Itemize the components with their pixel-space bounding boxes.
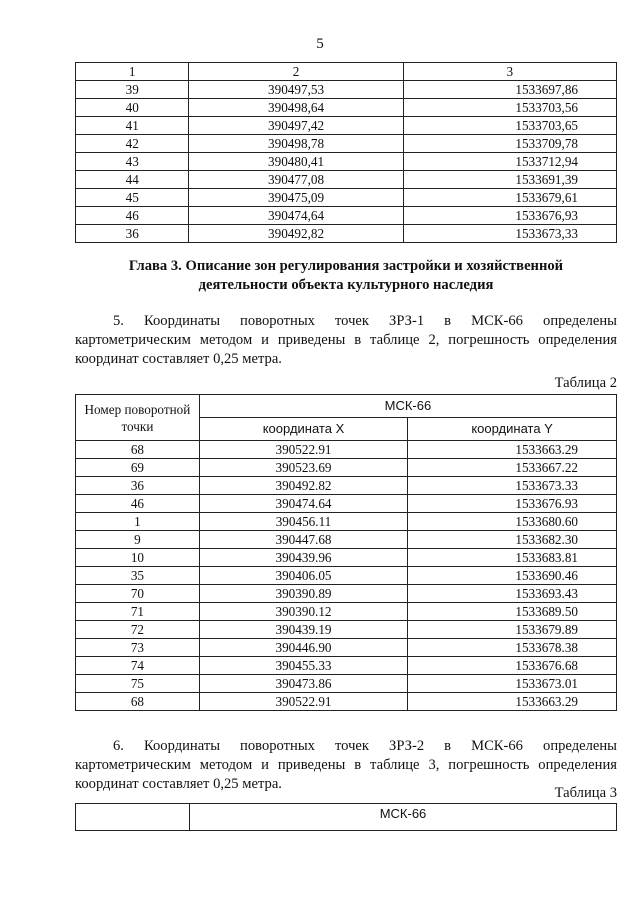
table-row bbox=[76, 477, 617, 495]
x-coordinate-cell: 390497,42 bbox=[189, 117, 403, 135]
x-coordinate-cell: 390475,09 bbox=[189, 189, 403, 207]
table-row bbox=[76, 117, 617, 135]
y-coordinate-cell: 1533667.22 bbox=[408, 459, 617, 477]
point-number-cell: 36 bbox=[76, 225, 189, 243]
table-row bbox=[76, 693, 617, 711]
column-number-3: 3 bbox=[403, 63, 616, 81]
x-coordinate-cell: 390456.11 bbox=[199, 513, 407, 531]
table-row bbox=[76, 99, 617, 117]
table-row bbox=[76, 513, 617, 531]
x-coordinate-cell: 390474.64 bbox=[199, 495, 407, 513]
x-coordinate-cell: 390480,41 bbox=[189, 153, 403, 171]
point-number-cell: 10 bbox=[76, 549, 200, 567]
table-3-zrz2-coordinates bbox=[75, 803, 617, 831]
y-coordinate-cell: 1533703,56 bbox=[403, 99, 616, 117]
table-row bbox=[76, 603, 617, 621]
x-coordinate-cell: 390446.90 bbox=[199, 639, 407, 657]
table-row bbox=[76, 459, 617, 477]
column-number-1: 1 bbox=[76, 63, 189, 81]
table-2-zrz1-coordinates bbox=[75, 394, 617, 711]
x-coordinate-cell: 390447.68 bbox=[199, 531, 407, 549]
point-number-cell: 41 bbox=[76, 117, 189, 135]
y-coordinate-cell: 1533679,61 bbox=[403, 189, 616, 207]
x-coordinate-cell: 390523.69 bbox=[199, 459, 407, 477]
table1-body bbox=[76, 81, 617, 243]
table-row bbox=[76, 225, 617, 243]
x-coordinate-cell: 390406.05 bbox=[199, 567, 407, 585]
y-coordinate-cell: 1533691,39 bbox=[403, 171, 616, 189]
y-coordinate-cell: 1533676.93 bbox=[408, 495, 617, 513]
point-number-cell: 68 bbox=[76, 441, 200, 459]
table-row bbox=[76, 153, 617, 171]
point-number-cell: 75 bbox=[76, 675, 200, 693]
y-coordinate-cell: 1533697,86 bbox=[403, 81, 616, 99]
x-coordinate-cell: 390390.12 bbox=[199, 603, 407, 621]
x-coordinate-cell: 390439.19 bbox=[199, 621, 407, 639]
x-coordinate-header: координата X bbox=[199, 418, 407, 441]
table-row bbox=[76, 531, 617, 549]
table-2-caption: Таблица 2 bbox=[554, 375, 617, 391]
point-number-cell: 73 bbox=[76, 639, 200, 657]
table-row bbox=[76, 675, 617, 693]
table-row bbox=[76, 639, 617, 657]
point-number-cell: 68 bbox=[76, 693, 200, 711]
table-header-row bbox=[76, 395, 617, 418]
y-coordinate-cell: 1533689.50 bbox=[408, 603, 617, 621]
x-coordinate-cell: 390492.82 bbox=[199, 477, 407, 495]
table-header-row bbox=[76, 63, 617, 81]
x-coordinate-cell: 390473.86 bbox=[199, 675, 407, 693]
point-number-cell: 43 bbox=[76, 153, 189, 171]
table2-body bbox=[76, 441, 617, 711]
y-coordinate-header: координата Y bbox=[408, 418, 617, 441]
y-coordinate-cell: 1533703,65 bbox=[403, 117, 616, 135]
x-coordinate-cell: 390522.91 bbox=[199, 693, 407, 711]
point-number-cell: 74 bbox=[76, 657, 200, 675]
point-number-cell: 40 bbox=[76, 99, 189, 117]
table-row bbox=[76, 189, 617, 207]
point-number-cell: 71 bbox=[76, 603, 200, 621]
table-header-row bbox=[76, 804, 617, 831]
point-number-cell: 39 bbox=[76, 81, 189, 99]
table-row bbox=[76, 207, 617, 225]
point-number-cell: 70 bbox=[76, 585, 200, 603]
table-row bbox=[76, 567, 617, 585]
table-row bbox=[76, 441, 617, 459]
chapter-3-heading-line2: деятельности объекта культурного наследия bbox=[198, 277, 494, 293]
point-number-cell: 42 bbox=[76, 135, 189, 153]
point-number-cell: 35 bbox=[76, 567, 200, 585]
x-coordinate-cell: 390390.89 bbox=[199, 585, 407, 603]
point-number-cell: 1 bbox=[76, 513, 200, 531]
x-coordinate-cell: 390439.96 bbox=[199, 549, 407, 567]
x-coordinate-cell: 390498,64 bbox=[189, 99, 403, 117]
y-coordinate-cell: 1533676.68 bbox=[408, 657, 617, 675]
table-row bbox=[76, 171, 617, 189]
y-coordinate-cell: 1533663.29 bbox=[408, 441, 617, 459]
point-number-cell: 44 bbox=[76, 171, 189, 189]
point-number-cell: 45 bbox=[76, 189, 189, 207]
table-row bbox=[76, 549, 617, 567]
table-3-caption: Таблица 3 bbox=[554, 785, 617, 801]
page-number: 5 bbox=[316, 36, 324, 52]
table-row bbox=[76, 621, 617, 639]
y-coordinate-cell: 1533712,94 bbox=[403, 153, 616, 171]
paragraph-6: 6. Координаты поворотных точек ЗРЗ-2 в МСК-66 определены картометрическим методом и приведены в таблице 3, погрешность определения координат составляет 0,25 метра. bbox=[75, 738, 617, 792]
x-coordinate-cell: 390474,64 bbox=[189, 207, 403, 225]
table-row bbox=[76, 495, 617, 513]
chapter-3-heading bbox=[75, 257, 617, 295]
y-coordinate-cell: 1533663.29 bbox=[408, 693, 617, 711]
table-row bbox=[76, 657, 617, 675]
x-coordinate-cell: 390455.33 bbox=[199, 657, 407, 675]
table-row bbox=[76, 135, 617, 153]
y-coordinate-cell: 1533673.33 bbox=[408, 477, 617, 495]
y-coordinate-cell: 1533678.38 bbox=[408, 639, 617, 657]
y-coordinate-cell: 1533682.30 bbox=[408, 531, 617, 549]
point-number-header-cell bbox=[76, 804, 190, 831]
x-coordinate-cell: 390492,82 bbox=[189, 225, 403, 243]
y-coordinate-cell: 1533676,93 bbox=[403, 207, 616, 225]
table-row bbox=[76, 81, 617, 99]
chapter-3-heading-line1: Глава 3. Описание зон регулирования застройки и хозяйственной bbox=[128, 258, 564, 274]
point-number-header: Номер поворотной точки bbox=[76, 395, 200, 441]
point-number-cell: 69 bbox=[76, 459, 200, 477]
y-coordinate-cell: 1533693.43 bbox=[408, 585, 617, 603]
table-row bbox=[76, 585, 617, 603]
y-coordinate-cell: 1533679.89 bbox=[408, 621, 617, 639]
x-coordinate-cell: 390498,78 bbox=[189, 135, 403, 153]
y-coordinate-cell: 1533680.60 bbox=[408, 513, 617, 531]
msk66-header: МСК-66 bbox=[190, 804, 617, 831]
paragraph-5: 5. Координаты поворотных точек ЗРЗ-1 в МСК-66 определены картометрическим методом и приведены в таблице 2, погрешность определения координат составляет 0,25 метра. bbox=[75, 313, 617, 367]
point-number-cell: 46 bbox=[76, 207, 189, 225]
y-coordinate-cell: 1533683.81 bbox=[408, 549, 617, 567]
x-coordinate-cell: 390497,53 bbox=[189, 81, 403, 99]
y-coordinate-cell: 1533673.01 bbox=[408, 675, 617, 693]
y-coordinate-cell: 1533673,33 bbox=[403, 225, 616, 243]
point-number-cell: 46 bbox=[76, 495, 200, 513]
point-number-cell: 36 bbox=[76, 477, 200, 495]
column-number-2: 2 bbox=[189, 63, 403, 81]
x-coordinate-cell: 390477,08 bbox=[189, 171, 403, 189]
y-coordinate-cell: 1533690.46 bbox=[408, 567, 617, 585]
msk66-header: МСК-66 bbox=[199, 395, 616, 418]
coordinates-table-continued bbox=[75, 62, 617, 243]
point-number-cell: 72 bbox=[76, 621, 200, 639]
x-coordinate-cell: 390522.91 bbox=[199, 441, 407, 459]
y-coordinate-cell: 1533709,78 bbox=[403, 135, 616, 153]
point-number-cell: 9 bbox=[76, 531, 200, 549]
